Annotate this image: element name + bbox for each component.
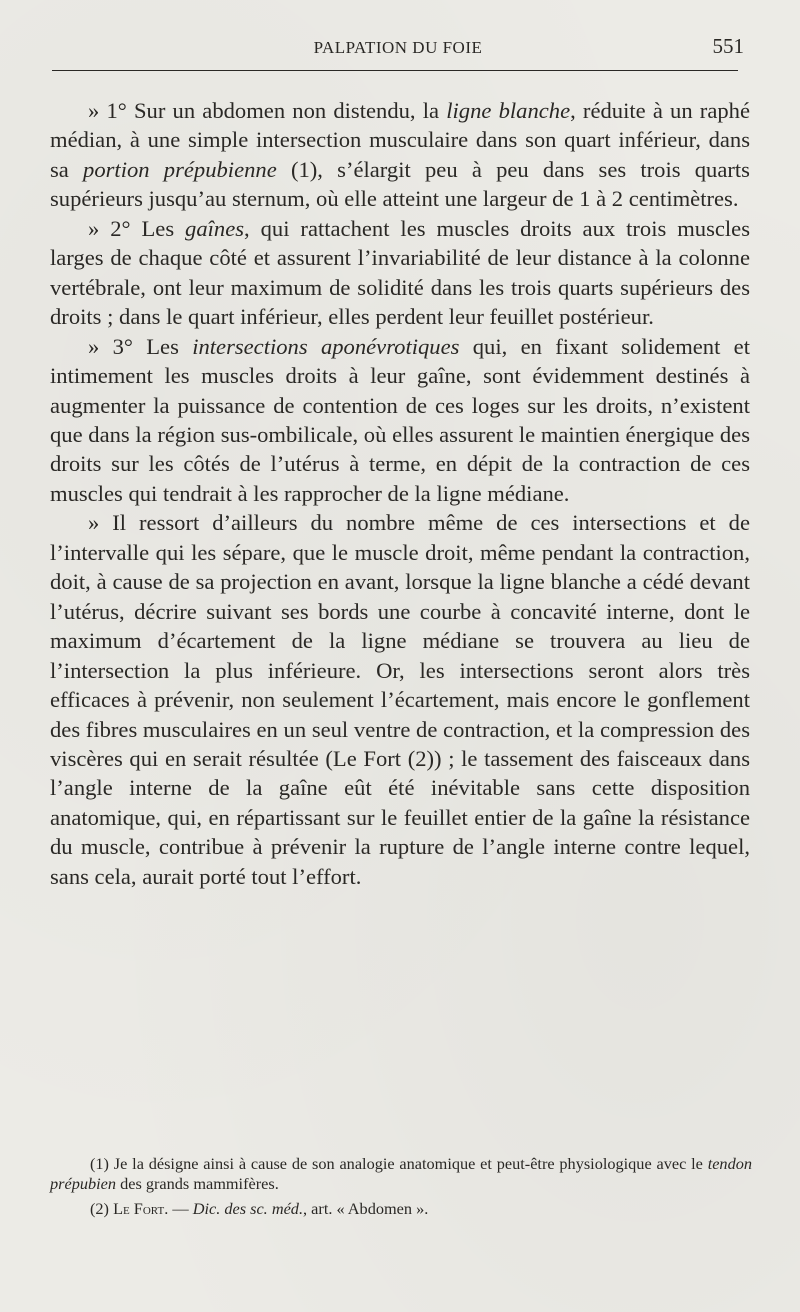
- page-number: 551: [712, 34, 744, 58]
- paragraph-4: [50, 508, 750, 891]
- term-intersections-aponevrotiques: intersections aponévrotiques: [192, 333, 460, 359]
- footnote-2-text-c: . —: [164, 1199, 193, 1218]
- paragraph-2-text-c: , qui rattachent les muscles droits aux trois muscles larges de chaque côté et assurent l’invariabilité de leur distance à la colonne vertébrale, ont leur maximum de solidité dans les trois quarts supérieurs des droits ; dans le quart inférieur, elles perdent leur feuillet postérieur.: [50, 215, 750, 330]
- paragraph-3: [50, 332, 750, 509]
- paragraph-2-text-a: » 2° Les: [88, 215, 186, 241]
- paragraph-1-text-a: » 1° Sur un abdomen non distendu, la: [88, 98, 447, 123]
- footnote-1-text-a: (1) Je la désigne ainsi à cause de son analogie anatomique et peut-être physiologique avec le: [90, 1154, 708, 1173]
- footnote-1: [50, 1154, 752, 1194]
- paragraph-3-text-a: » 3° Les: [88, 333, 193, 359]
- term-portion-prepubienne: portion prépubienne: [83, 156, 277, 182]
- term-ligne-blanche: ligne blanche: [446, 98, 571, 123]
- footnote-1-term: tendon prépubien: [50, 1154, 752, 1193]
- body-text: [50, 96, 750, 891]
- paragraph-1-text-e: (1), s’élargit peu à peu dans ses trois quarts supérieurs jusqu’au sternum, où elle atteint une largeur de 1 à 2 centimètres.: [50, 156, 750, 212]
- footnote-1-text-c: des grands mammifères.: [116, 1174, 279, 1193]
- footnote-2-work: Dic. des sc. méd.: [192, 1199, 304, 1218]
- paragraph-2: [50, 214, 750, 332]
- header-rule: [52, 70, 738, 71]
- term-gaines: gaînes: [185, 215, 245, 241]
- running-title: PALPATION DU FOIE: [313, 38, 483, 57]
- footnote-2-author: Le Fort: [113, 1199, 165, 1218]
- paragraph-4-text: » Il ressort d’ailleurs du nombre même de ces intersections et de l’intervalle qui les sépare, que le muscle droit, même pendant la contraction, doit, à cause de sa projection en avant, lorsque la ligne blanche a cédé devant l’utérus, décrire suivant ses bords une courbe à concavité interne, dont le maximum d’écartement de la ligne médiane se trouvera au lieu de l’intersection la plus inférieure. Or, les intersections seront alors très efficaces à prévenir, non seulement l’écartement, mais encore le gonflement des fibres musculaires en un seul ventre de contraction, et la compression des viscères qui en serait résultée (Le Fort (2)) ; le tassement des faisceaux dans l’angle interne de la gaîne eût été inévitable sans cette disposition anatomique, qui, en répartissant sur le feuillet entier de la gaîne la résistance du muscle, contribue à prévenir la rupture de l’angle interne contre lequel, sans cela, aurait porté tout l’effort.: [50, 510, 750, 889]
- footnote-2: [50, 1199, 752, 1219]
- paragraph-1: [50, 96, 750, 214]
- paragraph-3-text-c: qui, en fixant solidement et intimement les muscles droits à leur gaîne, sont évidemment destinés à augmenter la puissance de contention de ces loges sur les droits, n’existent que dans la région sus-ombilicale, où elles assurent le maintien énergique des droits sur les côtés de l’utérus à terme, en dépit de la contraction de ces muscles qui tendrait à les rapprocher de la ligne médiane.: [50, 333, 750, 506]
- footnote-2-text-a: (2): [90, 1199, 114, 1218]
- footnotes: [50, 1154, 752, 1219]
- page-header: [52, 34, 744, 74]
- footnote-2-text-e: , art. « Abdomen ».: [303, 1199, 429, 1218]
- paragraph-1-text-c: , réduite à un raphé médian, à une simple intersection musculaire dans son quart inférieur, dans sa: [50, 98, 750, 182]
